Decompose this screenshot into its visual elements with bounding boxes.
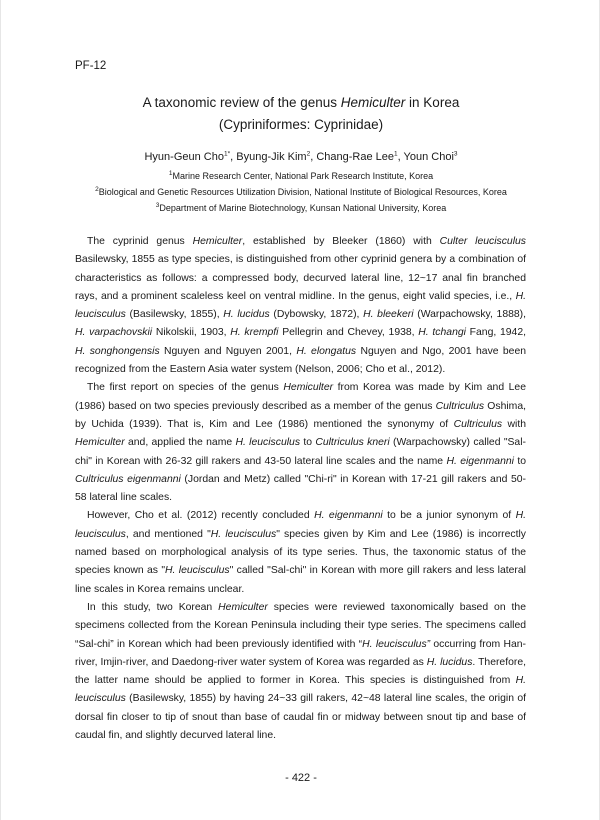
italic-taxon-name: H. krempfi: [230, 327, 279, 339]
text-run: to: [300, 437, 316, 449]
body-paragraph: [75, 507, 526, 598]
author-separator: ,: [397, 151, 404, 163]
italic-taxon-name: H. leucisculus: [75, 290, 526, 321]
affiliation-mark: 1: [168, 170, 173, 177]
text-run: with: [502, 418, 526, 430]
text-run: Nguyen and Nguyen 2001,: [159, 345, 297, 357]
affiliation-1: [1, 171, 600, 181]
text-run: and, applied the name: [124, 437, 236, 449]
text-run: The cyprinid genus: [87, 236, 193, 247]
affiliation-3: [1, 203, 600, 213]
author-affiliation-mark: 1*: [223, 150, 231, 158]
title-text-post: in Korea: [405, 95, 460, 110]
italic-taxon-name: Hemiculter: [218, 601, 268, 613]
italic-taxon-name: Hemiculter: [283, 382, 334, 394]
italic-taxon-name: Cultriculus: [435, 400, 485, 412]
abstract-body: [75, 233, 526, 745]
affiliation-mark: 2: [95, 186, 99, 193]
text-run: (Basilewsky, 1855) by having 24~33 gill rakers, 42~48 lateral line scales, the origin of dorsal fin closer to tip of snout than base of caudal fin or midway between snout tip and base of caudal fin, and slightly decurved lateral line.: [75, 693, 526, 742]
presentation-code: PF-12: [75, 60, 107, 72]
author-name: Byung-Jik Kim: [236, 151, 307, 163]
author-name: Hyun-Geun Cho: [144, 151, 224, 163]
italic-taxon-name: Hemiculter: [75, 437, 125, 449]
italic-taxon-name: H. leucisculus: [210, 528, 277, 540]
body-paragraph: [75, 233, 526, 379]
italic-taxon-name: Culter leucisculus: [439, 236, 526, 247]
text-run: However, Cho et al. (2012) recently concluded: [87, 510, 315, 522]
text-run: Oshima, by Uchida (1939). That is, Kim and Lee (1986) mentioned the synonymy of: [75, 400, 526, 430]
text-run: from Korea was made by Kim and Lee (1986) based on two species previously described as a member of the genus: [75, 382, 526, 412]
italic-taxon-name: H. eigenmanni: [446, 455, 514, 467]
italic-taxon-name: H. leucisculus: [75, 675, 526, 705]
text-run: In this study, two Korean: [87, 601, 219, 613]
author-name: Youn Choi: [403, 151, 454, 163]
affiliation-text: Department of Marine Biotechnology, Kunsan National University, Korea: [159, 203, 447, 213]
italic-taxon-name: Cultriculus eigenmanni: [75, 473, 181, 485]
text-run: , established by Bleeker (1860) with: [242, 236, 440, 247]
text-run: Nikolskii, 1903,: [152, 327, 231, 339]
text-run: (Jordan and Metz) called "Chi-ri" in Korean with 17-21 gill rakers and 50-58 lateral line scales.: [75, 473, 526, 504]
author-affiliation-mark: 1: [393, 150, 398, 158]
italic-taxon-name: H. varpachovskii: [75, 327, 153, 339]
text-run: Fang, 1942,: [465, 327, 526, 339]
affiliation-text: Marine Research Center, National Park Research Institute, Korea: [172, 171, 434, 181]
text-run: (Warpachowsky) called "Sal-chi" in Korean with 26-32 gill rakers and 43-50 lateral line scales and the name: [75, 437, 526, 467]
text-run: " called "Sal-chi" in Korean with more gill rakers and less lateral line scales in Korea remains unclear.: [75, 565, 526, 595]
affiliation-text: Biological and Genetic Resources Utilization Division, National Institute of Biological Resources, Korea: [98, 187, 507, 197]
text-run: Pellegrin and Chevey, 1938,: [278, 327, 419, 339]
italic-taxon-name: H. leucisculus: [235, 437, 301, 449]
author-separator: ,: [230, 151, 237, 163]
paper-title-line1: [1, 93, 600, 113]
body-paragraph: [75, 379, 526, 507]
text-run: The first report on species of the genus: [87, 382, 284, 394]
italic-taxon-name: H. eigenmanni: [314, 510, 383, 522]
italic-taxon-name: H. elongatus: [296, 345, 357, 357]
italic-taxon-name: H. leucisculus: [165, 565, 230, 577]
text-run: to: [513, 455, 526, 467]
text-run: species were reviewed taxonomically based on the specimens collected from the Korean Peninsula including their type series. The specimens called “Sal-chi” in Korean which had been previously identified with “: [75, 601, 526, 650]
text-run: " species given by Kim and Lee (1986) is incorrectly named based on morphological analysis of its type series. Thus, the taxonomic status of the species known as ": [75, 528, 526, 577]
text-run: to be a junior synonym of: [382, 510, 516, 522]
body-paragraph: [75, 599, 526, 745]
text-run: . Therefore, the latter name should be applied to former in Korea. This species is distinguished from: [75, 656, 526, 687]
author-affiliation-mark: 2: [306, 150, 311, 158]
text-run: Basilewsky, 1855 as type species, is distinguished from other cyprinid genera by a combination of characteristics as follows: a compressed body, decurved lateral line, 12~17 anal fin branched rays, and a prominent scaleless keel on ventral midline. In the genus, eight valid species, i.e.,: [75, 254, 526, 302]
author-list: [1, 151, 600, 163]
italic-taxon-name: H. songhongensis: [75, 345, 160, 357]
title-genus: Hemiculter: [340, 95, 406, 110]
author-affiliation-mark: 3: [453, 150, 458, 158]
italic-taxon-name: H. leucisculus: [75, 510, 526, 540]
italic-taxon-name: H. leucisculus”: [362, 638, 431, 650]
text-run: (Dybowsky, 1872),: [269, 309, 364, 321]
text-run: Nguyen and Ngo, 2001 have been recognized from the Eastern Asia water system (Nelson, 2006; Cho et al., 2012).: [75, 345, 527, 376]
italic-taxon-name: H. tchangi: [418, 327, 466, 339]
text-run: (Basilewsky, 1855),: [125, 309, 224, 321]
text-run: occurring from Han-river, Imjin-river, and Daedong-river water system of Korea was regarded as: [75, 638, 526, 668]
affiliation-2: [1, 187, 600, 197]
title-text-pre: A taxonomic review of the genus: [142, 95, 341, 110]
page-number: - 422 -: [285, 772, 317, 784]
italic-taxon-name: Hemiculter: [192, 236, 243, 247]
affiliation-mark: 3: [155, 202, 160, 209]
italic-taxon-name: H. lucidus: [426, 656, 473, 668]
italic-taxon-name: H. bleekeri: [363, 309, 414, 321]
paper-title-line2: (Cypriniformes: Cyprinidae): [218, 117, 384, 132]
italic-taxon-name: Cultriculus: [453, 418, 503, 430]
italic-taxon-name: H. lucidus: [223, 309, 270, 321]
text-run: , and mentioned ": [125, 528, 211, 540]
text-run: (Warpachowsky, 1888),: [413, 309, 527, 321]
italic-taxon-name: Cultriculus kneri: [315, 437, 390, 449]
author-separator: ,: [310, 151, 317, 163]
author-name: Chang-Rae Lee: [316, 151, 394, 163]
